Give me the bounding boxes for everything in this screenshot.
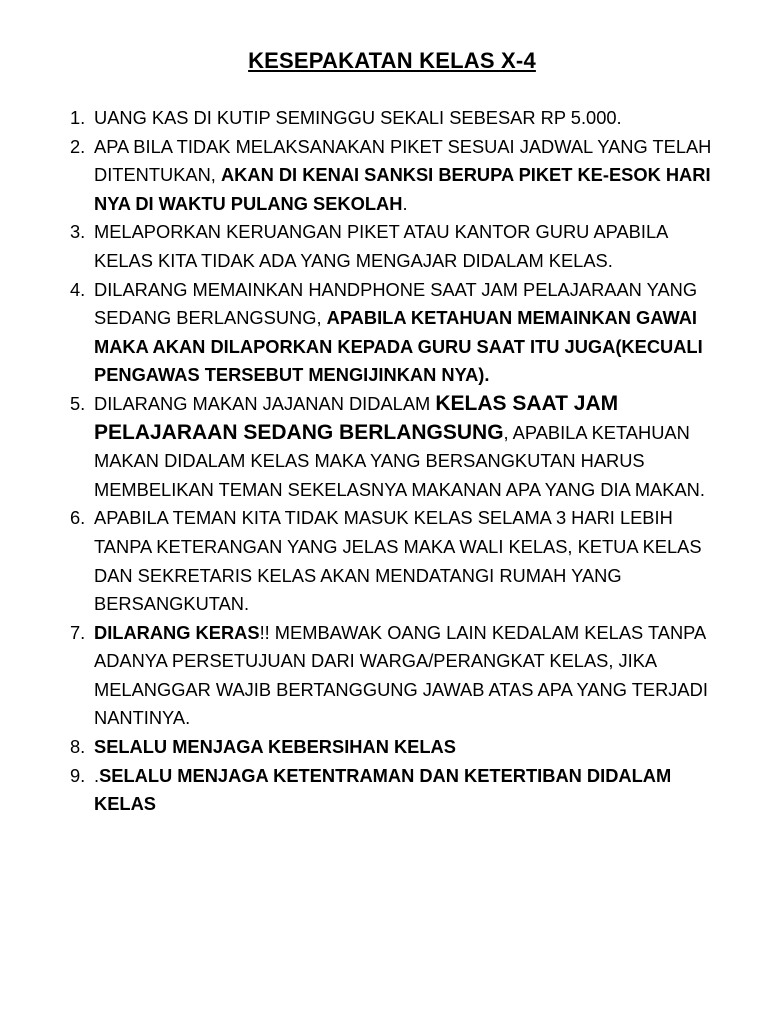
rule-item-1 <box>64 104 714 133</box>
rule-text: APA BILA TIDAK MELAKSANAKAN PIKET SESUAI JADWAL YANG TELAH DITENTUKAN, <box>94 135 712 186</box>
rule-bold-text: KELAS SAAT JAM PELAJARAAN SEDANG BERLANGSUNG <box>94 391 619 444</box>
rule-text-end: . <box>402 192 408 214</box>
rule-text: . <box>94 764 100 786</box>
rule-number: 1. <box>70 107 86 128</box>
rule-number: 4. <box>70 278 86 300</box>
rule-item-5 <box>64 390 714 504</box>
rule-item-7 <box>64 619 714 733</box>
rule-bold-text: APABILA KETAHUAN MEMAINKAN GAWAI MAKA AKAN DILAPORKAN KEPADA GURU SAAT ITU JUGA(KECUALI PENGAWAS TERSEBUT MENGIJINKAN NYA). <box>94 307 703 386</box>
rule-text: DILARANG MEMAINKAN HANDPHONE SAAT JAM PELAJARAAN YANG SEDANG BERLANGSUNG, <box>94 278 698 329</box>
rule-number: 8. <box>70 736 86 758</box>
rule-text: UANG KAS DI KUTIP SEMINGGU SEKALI SEBESAR RP 5.000. <box>94 107 622 128</box>
rule-bold-text: SELALU MENJAGA KEBERSIHAN KELAS <box>94 736 456 758</box>
rule-text-end: , APABILA KETAHUAN MAKAN DIDALAM KELAS MAKA YANG BERSANGKUTAN HARUS MEMBELIKAN TEMAN SEKELASNYA MAKANAN APA YANG DIA MAKAN. <box>94 421 705 500</box>
rule-bold-text: DILARANG KERAS <box>94 621 260 643</box>
rule-text: DILARANG MAKAN JAJANAN DIDALAM <box>94 392 436 414</box>
rule-number: 7. <box>70 621 86 643</box>
rule-number: 3. <box>70 221 86 243</box>
rule-text: MELAPORKAN KERUANGAN PIKET ATAU KANTOR GURU APABILA KELAS KITA TIDAK ADA YANG MENGAJAR DIDALAM KELAS. <box>94 221 668 271</box>
rule-item-3 <box>64 218 714 275</box>
rule-number: 2. <box>70 135 86 157</box>
page-title: KESEPAKATAN KELAS X-4 <box>248 48 536 73</box>
rule-number: 5. <box>70 392 86 414</box>
rule-item-8 <box>64 733 714 762</box>
rule-text: !! MEMBAWAK OANG LAIN KEDALAM KELAS TANPA ADANYA PERSETUJUAN DARI WARGA/PERANGKAT KELAS, JIKA MELANGGAR WAJIB BERTANGGUNG JAWAB ATAS APA YANG TERJADI NANTINYA. <box>94 621 708 729</box>
rule-text: APABILA TEMAN KITA TIDAK MASUK KELAS SELAMA 3 HARI LEBIH TANPA KETERANGAN YANG JELAS MAKA WALI KELAS, KETUA KELAS DAN SEKRETARIS KELAS AKAN MENDATANGI RUMAH YANG BERSANGKUTAN. <box>94 507 702 615</box>
rule-item-4 <box>64 276 714 390</box>
rule-item-2 <box>64 133 714 219</box>
rule-bold-text: AKAN DI KENAI SANKSI BERUPA PIKET KE-ESOK HARI NYA DI WAKTU PULANG SEKOLAH <box>94 164 711 214</box>
rules-list <box>64 104 714 819</box>
rule-number: 9. <box>70 764 86 786</box>
rule-item-6 <box>64 504 714 618</box>
rule-item-9 <box>64 762 714 819</box>
rule-bold-text: SELALU MENJAGA KETENTRAMAN DAN KETERTIBAN DIDALAM KELAS <box>94 764 672 815</box>
rule-number: 6. <box>70 507 86 529</box>
